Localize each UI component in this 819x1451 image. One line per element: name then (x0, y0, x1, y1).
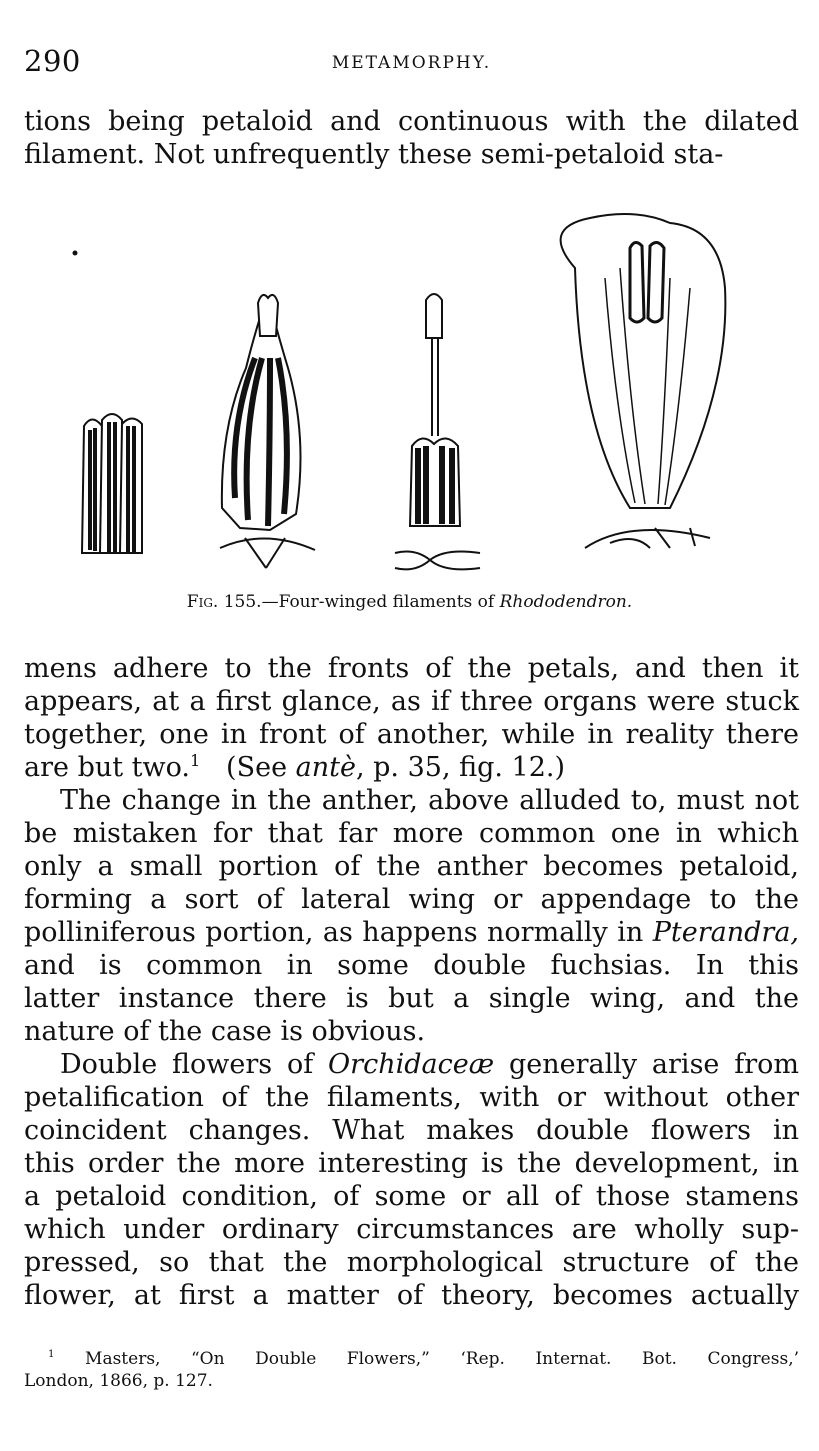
text-segment: (See (200, 752, 296, 783)
filament-drawing-3 (395, 294, 480, 569)
text-line: a petaloid condition, of some or all of those stamens (24, 1181, 799, 1212)
running-title: METAMORPHY. (331, 53, 492, 73)
text-line (24, 751, 799, 784)
text-line: and is common in some double fuchsias. In this (24, 950, 799, 981)
footnote-line: London, 1866, p. 127. (24, 1371, 213, 1391)
footnote-line (24, 1348, 799, 1370)
text-italic: Pterandra, (652, 917, 799, 948)
filament-drawing-4 (561, 214, 726, 548)
text-line: filament. Not unfrequently these semi-petaloid sta- (24, 139, 724, 170)
text-line: which under ordinary circumstances are wholly sup- (24, 1214, 799, 1245)
text-line: coincident changes. What makes double flowers in (24, 1115, 799, 1146)
text-line: tions being petaloid and continuous with the dilated (24, 106, 799, 137)
text-line: mens adhere to the fronts of the petals, and then it (24, 653, 799, 684)
paragraph-continued (24, 652, 799, 1312)
text-italic: Orchidaceæ (328, 1049, 495, 1080)
text-segment: generally arise from (494, 1049, 799, 1080)
text-italic: antè (295, 752, 356, 783)
footnote-text: Masters, “On Double Flowers,” ‘Rep. Internat. Bot. Congress,’ (85, 1349, 799, 1369)
text-segment: are but two. (24, 752, 190, 783)
page-number: 290 (24, 44, 81, 78)
caption-label: Fig. 155. (186, 592, 262, 612)
text-line: The change in the anther, above alluded to, must not (60, 785, 799, 816)
caption-text: —Four-winged filaments of (261, 592, 500, 612)
text-line: latter instance there is but a single wing, and the (24, 983, 799, 1014)
footnote-marker: 1 (48, 1349, 55, 1361)
footnote (24, 1348, 799, 1392)
text-line: flower, at first a matter of theory, becomes actually (24, 1280, 799, 1311)
text-line: this order the more interesting is the development, in (24, 1148, 799, 1179)
text-line: only a small portion of the anther becomes petaloid, (24, 851, 799, 882)
text-line: together, one in front of another, while in reality there (24, 719, 799, 750)
figure-caption (0, 592, 819, 612)
text-line (24, 1048, 799, 1081)
footnote-reference: 1 (190, 751, 201, 770)
text-segment: Double flowers of (60, 1049, 329, 1080)
page-header (24, 44, 799, 84)
text-line (24, 916, 799, 949)
text-line: nature of the case is obvious. (24, 1016, 426, 1047)
figure-155-illustration (70, 208, 750, 578)
text-line: pressed, so that the morphological structure of the (24, 1247, 799, 1278)
text-line: petalification of the filaments, with or without other (24, 1082, 799, 1113)
text-line: forming a sort of lateral wing or appendage to the (24, 884, 799, 915)
text-line: be mistaken for that far more common one in which (24, 818, 799, 849)
text-segment: polliniferous portion, as happens normally in (24, 917, 653, 948)
text-line: appears, at a first glance, as if three organs were stuck (24, 686, 799, 717)
caption-italic: Rhododendron. (499, 592, 633, 612)
filament-drawing-1 (74, 252, 143, 554)
paragraph-top (24, 105, 799, 171)
text-segment: , p. 35, fig. 12.) (355, 752, 566, 783)
filament-drawing-2 (220, 295, 315, 568)
